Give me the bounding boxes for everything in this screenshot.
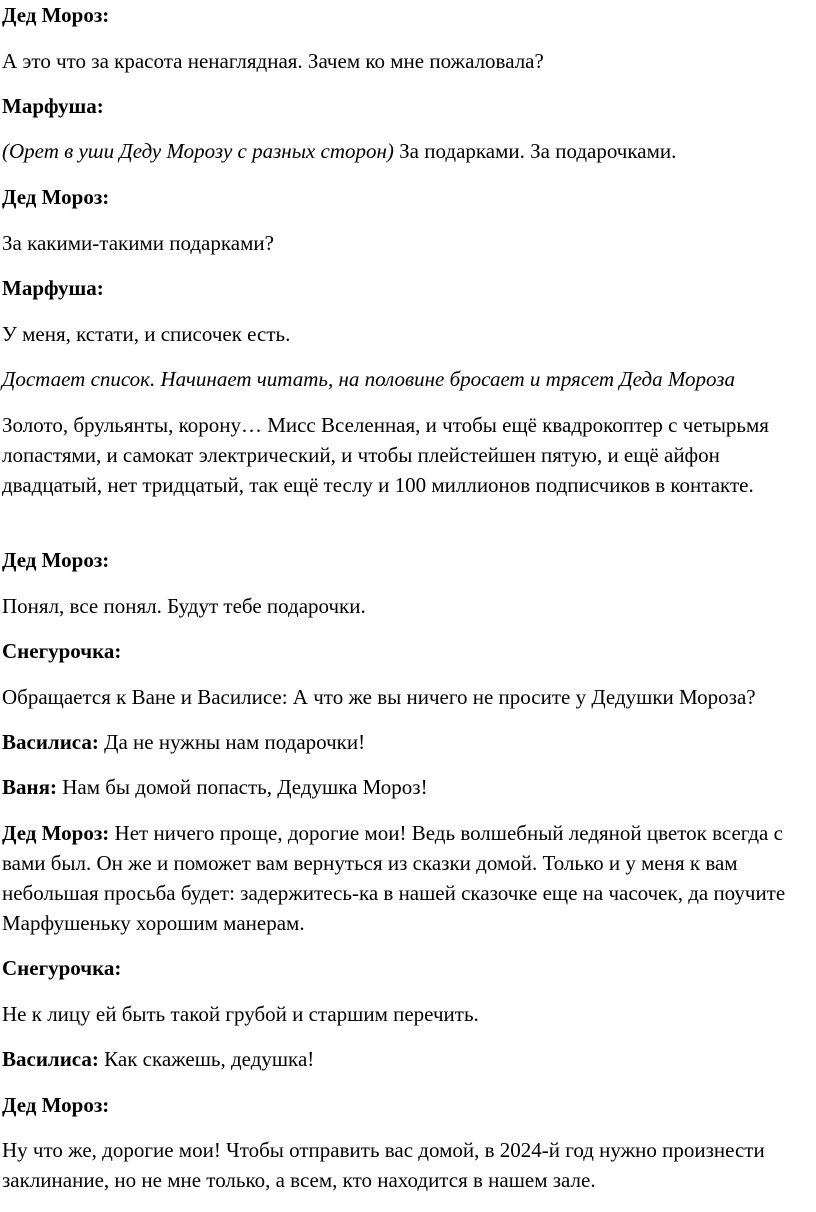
speaker-line [2, 91, 814, 121]
stage-direction-line [2, 364, 814, 394]
dialogue-text: Ну что же, дорогие мои! Чтобы отправить вас домой, в 2024-й год нужно произнести заклинание, но не мне только, а всем, кто находится в нашем зале. [2, 1138, 765, 1192]
speaker-line [2, 0, 814, 30]
stage-direction: (Орет в уши Деду Морозу с разных сторон) [2, 139, 394, 163]
dialogue-text: Не к лицу ей быть такой грубой и старшим перечить. [2, 1002, 479, 1026]
dialogue-line [2, 1135, 816, 1195]
speaker-line [2, 545, 814, 575]
dialogue-line [2, 999, 814, 1029]
speaker-name: Василиса: [2, 1047, 99, 1071]
dialogue-line [2, 319, 814, 349]
speaker-line [2, 953, 814, 983]
speaker-name: Василиса: [2, 730, 99, 754]
speaker-name: Снегурочка: [2, 956, 122, 980]
speaker-line [2, 1090, 814, 1120]
dialogue-line [2, 772, 814, 802]
speaker-name: Дед Мороз: [2, 3, 110, 27]
dialogue-text: Понял, все понял. Будут тебе подарочки. [2, 594, 366, 618]
dialogue-line [2, 46, 814, 76]
dialogue-line [2, 727, 814, 757]
dialogue-text: За какими-такими подарками? [2, 231, 274, 255]
dialogue-text: За подарками. За подарочками. [393, 139, 677, 163]
speaker-name: Дед Мороз: [2, 548, 110, 572]
speaker-name: Марфуша: [2, 94, 104, 118]
dialogue-text: Да не нужны нам подарочки! [98, 730, 366, 754]
speaker-line [2, 273, 814, 303]
dialogue-line [2, 591, 814, 621]
dialogue-text: Обращается к Ване и Василисе: А что же вы ничего не просите у Дедушки Мороза? [2, 685, 756, 709]
dialogue-line [2, 1044, 814, 1074]
dialogue-text: Нет ничего проще, дорогие мои! Ведь волшебный ледяной цветок всегда с вами был. Он же и поможет вам вернуться из сказки домой. Только и у меня к вам небольшая просьба будет: задержитесь-ка в нашей сказочке еще на часочек, да поучите Марфушеньку хорошим манерам. [2, 821, 786, 935]
dialogue-text: А это что за красота ненаглядная. Зачем ко мне пожаловала? [2, 49, 544, 73]
speaker-name: Ваня: [2, 775, 57, 799]
dialogue-text: Золото, брульянты, корону… Мисс Вселенная, и чтобы ещё квадрокоптер с четырьмя лопастями, и самокат электрический, и чтобы плейстейшен пятую, и ещё айфон двадцатый, нет тридцатый, так ещё теслу и 100 миллионов подписчиков в контакте. [2, 413, 769, 497]
dialogue-line [2, 228, 814, 258]
dialogue-text: Как скажешь, дедушка! [98, 1047, 315, 1071]
speaker-name: Дед Мороз: [2, 821, 110, 845]
stage-direction: Достает список. Начинает читать, на половине бросает и трясет Деда Мороза [2, 367, 735, 391]
dialogue-line [2, 136, 814, 166]
speaker-name: Дед Мороз: [2, 185, 110, 209]
dialogue-line [2, 682, 814, 712]
dialogue-line [2, 818, 800, 938]
dialogue-text: Нам бы домой попасть, Дедушка Мороз! [56, 775, 428, 799]
speaker-name: Дед Мороз: [2, 1093, 110, 1117]
speaker-line [2, 182, 814, 212]
speaker-name: Марфуша: [2, 276, 104, 300]
speaker-name: Снегурочка: [2, 639, 122, 663]
dialogue-line [2, 410, 810, 500]
dialogue-text: У меня, кстати, и списочек есть. [2, 322, 291, 346]
speaker-line [2, 636, 814, 666]
